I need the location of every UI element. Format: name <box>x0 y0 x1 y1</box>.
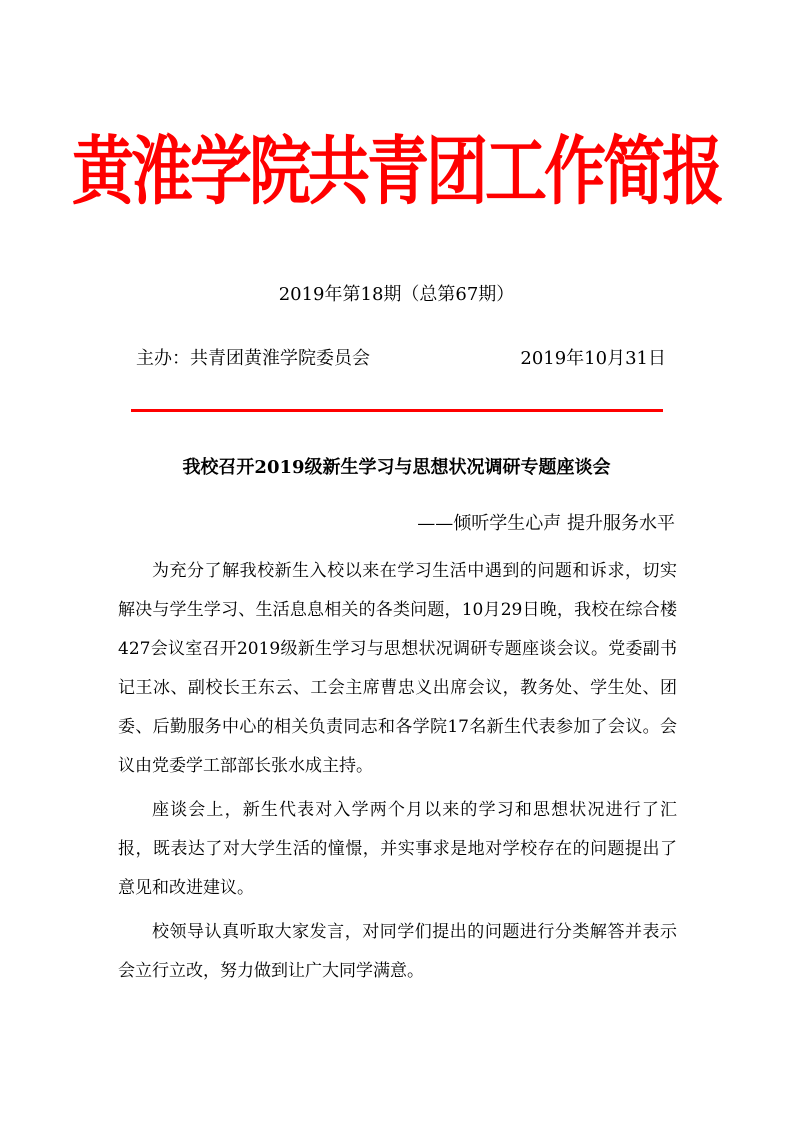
article-paragraph: 座谈会上，新生代表对入学两个月以来的学习和思想状况进行了汇报，既表达了对大学生活的憧憬，并实事求是地对学校存在的问题提出了意见和改进建议。 <box>118 800 677 898</box>
red-divider <box>131 409 663 412</box>
sponsor-line: 主办：共青团黄淮学院委员会 <box>136 348 370 369</box>
article-subheadline: ——倾听学生心声 提升服务水平 <box>417 513 675 534</box>
article-headline: 我校召开2019级新生学习与思想状况调研专题座谈会 <box>182 457 611 478</box>
article-paragraph: 为充分了解我校新生入校以来在学习生活中遇到的问题和诉求，切实解决与学生学习、生活息息相关的各类问题，10月29日晚，我校在综合楼427会议室召开2019级新生学习与思想状况调研专题座谈会议。党委副书记王冰、副校长王东云、工会主席曹忠义出席会议，教务处、学生处、团委、后勤服务中心的相关负责同志和各学院17名新生代表参加了会议。会议由党委学工部部长张水成主持。 <box>118 561 677 776</box>
issue-number: 2019年第18期（总第67期） <box>278 284 515 305</box>
article-body <box>118 552 677 991</box>
masthead-title: 黄淮学院共青团工作简报 <box>71 127 721 216</box>
publication-date: 2019年10月31日 <box>520 348 666 369</box>
article-paragraph: 校领导认真听取大家发言，对同学们提出的问题进行分类解答并表示会立行立改，努力做到让广大同学满意。 <box>118 922 677 981</box>
